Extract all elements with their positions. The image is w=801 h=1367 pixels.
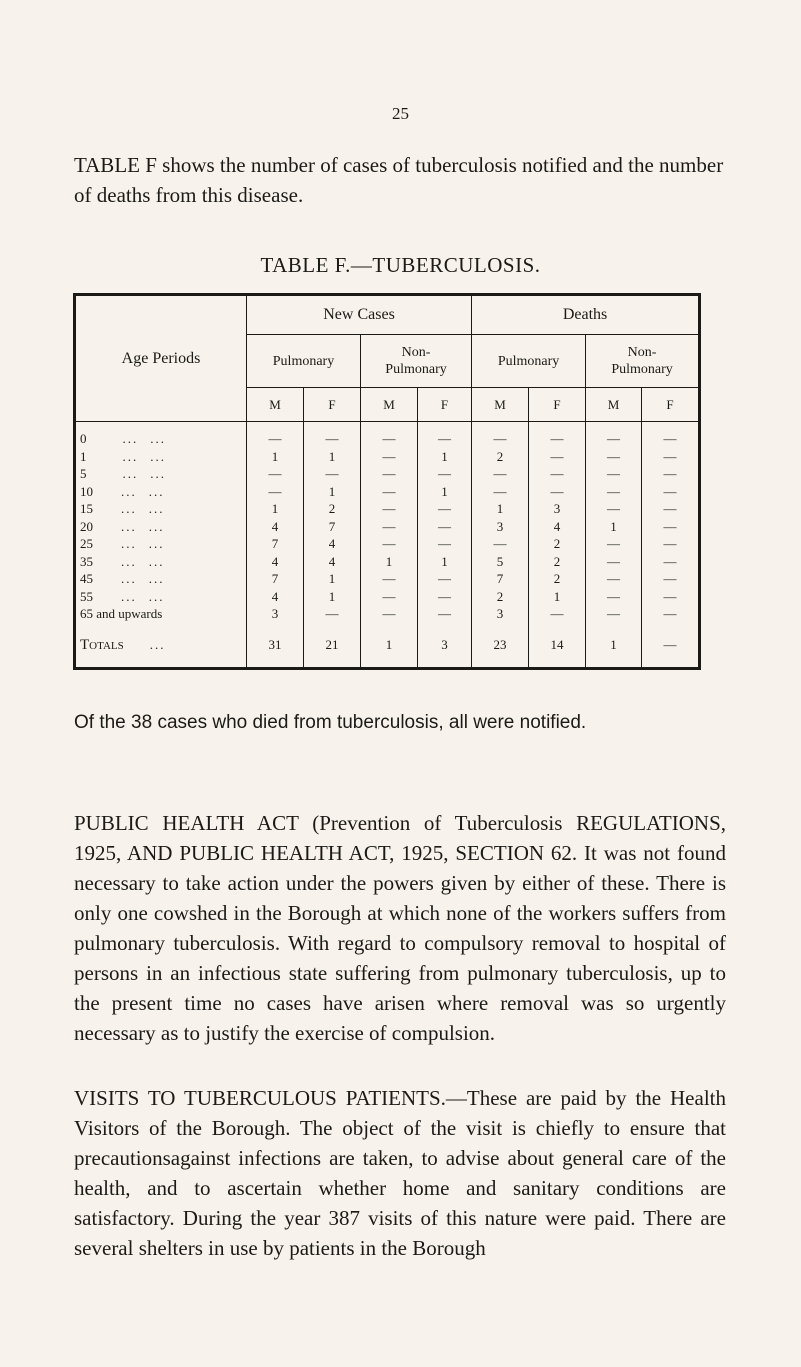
value-cell: 3 bbox=[472, 605, 529, 623]
value-cell: 7 bbox=[472, 570, 529, 588]
pulmonary-label: Pulmonary bbox=[611, 362, 673, 377]
value-cell: — bbox=[642, 483, 700, 501]
leader-dots: ... bbox=[121, 536, 137, 552]
value-cell: — bbox=[586, 430, 642, 448]
value-cell: — bbox=[361, 500, 418, 518]
value-cell: 2 bbox=[529, 553, 586, 571]
value-cell: — bbox=[642, 518, 700, 536]
value-cell: 1 bbox=[304, 483, 361, 501]
leader-dots: ... bbox=[148, 483, 165, 499]
age-label: 10 bbox=[80, 483, 93, 499]
value-cell: 1 bbox=[529, 588, 586, 606]
totals-label-cell bbox=[75, 635, 247, 669]
age-period-cell bbox=[75, 535, 247, 553]
value-cell: — bbox=[529, 465, 586, 483]
value-cell: 4 bbox=[247, 553, 304, 571]
age-period-cell bbox=[75, 483, 247, 501]
sex-header: F bbox=[304, 388, 361, 422]
value-cell: — bbox=[586, 570, 642, 588]
value-cell: — bbox=[586, 588, 642, 606]
age-label: 35 bbox=[80, 553, 93, 569]
table-title: TABLE F.—TUBERCULOSIS. bbox=[260, 253, 541, 277]
sex-header: F bbox=[418, 388, 472, 422]
leader-dots: ... bbox=[150, 431, 166, 447]
age-period-cell bbox=[75, 448, 247, 466]
value-cell: 1 bbox=[304, 588, 361, 606]
leader-dots: ... bbox=[121, 518, 137, 534]
value-cell: — bbox=[529, 430, 586, 448]
value-cell: 4 bbox=[247, 518, 304, 536]
value-cell: — bbox=[642, 448, 700, 466]
tuberculosis-table bbox=[73, 293, 701, 670]
value-cell: — bbox=[418, 605, 472, 623]
value-cell: — bbox=[529, 448, 586, 466]
value-cell: — bbox=[361, 605, 418, 623]
value-cell: 4 bbox=[304, 553, 361, 571]
value-cell: — bbox=[586, 448, 642, 466]
sex-header: F bbox=[529, 388, 586, 422]
leader-dots: ... bbox=[150, 466, 166, 482]
total-cell: 31 bbox=[247, 635, 304, 669]
leader-dots: ... bbox=[148, 553, 165, 569]
age-period-cell bbox=[75, 430, 247, 448]
value-cell: — bbox=[361, 535, 418, 553]
age-label: 5 bbox=[80, 466, 87, 482]
value-cell: 4 bbox=[304, 535, 361, 553]
table-row bbox=[75, 570, 700, 588]
leader-dots: ... bbox=[149, 636, 166, 652]
value-cell: — bbox=[529, 483, 586, 501]
age-period-cell bbox=[75, 553, 247, 571]
table-row bbox=[75, 588, 700, 606]
age-periods-header: Age Periods bbox=[75, 295, 247, 422]
table-row bbox=[75, 483, 700, 501]
intro-paragraph: TABLE F shows the number of cases of tuberculosis notified and the number of deaths from this disease. bbox=[74, 153, 724, 207]
value-cell: — bbox=[642, 465, 700, 483]
value-cell: — bbox=[418, 570, 472, 588]
value-cell: — bbox=[642, 605, 700, 623]
leader-dots: ... bbox=[121, 571, 137, 587]
age-label: 45 bbox=[80, 571, 93, 587]
table-row bbox=[75, 465, 700, 483]
value-cell: — bbox=[361, 465, 418, 483]
value-cell: — bbox=[586, 553, 642, 571]
value-cell: — bbox=[361, 430, 418, 448]
age-label: 1 bbox=[80, 448, 87, 464]
value-cell: 1 bbox=[586, 518, 642, 536]
value-cell: — bbox=[304, 605, 361, 623]
totals-row bbox=[75, 635, 700, 669]
age-label: 0 bbox=[80, 431, 87, 447]
value-cell: 7 bbox=[247, 570, 304, 588]
leader-dots: ... bbox=[121, 553, 137, 569]
value-cell: 2 bbox=[529, 570, 586, 588]
new-cases-header: New Cases bbox=[247, 295, 472, 335]
leader-dots: ... bbox=[122, 431, 139, 447]
value-cell: — bbox=[586, 483, 642, 501]
leader-dots: ... bbox=[121, 588, 137, 604]
pulmonary-label: Pulmonary bbox=[385, 362, 447, 377]
age-period-cell bbox=[75, 588, 247, 606]
value-cell: — bbox=[418, 588, 472, 606]
non-label: Non- bbox=[627, 345, 657, 360]
value-cell: 7 bbox=[304, 518, 361, 536]
leader-dots: ... bbox=[148, 518, 165, 534]
value-cell: — bbox=[642, 553, 700, 571]
value-cell: — bbox=[418, 430, 472, 448]
totals-label: Totals bbox=[80, 636, 124, 653]
age-label: 25 bbox=[80, 536, 93, 552]
value-cell: — bbox=[304, 465, 361, 483]
value-cell: — bbox=[247, 430, 304, 448]
value-cell: — bbox=[418, 518, 472, 536]
value-cell: — bbox=[642, 430, 700, 448]
value-cell: 4 bbox=[247, 588, 304, 606]
age-period-cell bbox=[75, 500, 247, 518]
value-cell: — bbox=[472, 483, 529, 501]
value-cell: 1 bbox=[304, 570, 361, 588]
table-row bbox=[75, 535, 700, 553]
deaths-pulmonary-header: Pulmonary bbox=[472, 335, 586, 388]
value-cell: — bbox=[586, 500, 642, 518]
value-cell: 3 bbox=[472, 518, 529, 536]
table-row bbox=[75, 518, 700, 536]
table-row bbox=[75, 500, 700, 518]
value-cell: 1 bbox=[418, 483, 472, 501]
table-row bbox=[75, 553, 700, 571]
value-cell: 1 bbox=[418, 553, 472, 571]
sex-header: M bbox=[472, 388, 529, 422]
age-period-cell bbox=[75, 605, 247, 623]
age-label: 65 and upwards bbox=[80, 606, 163, 622]
total-cell: 23 bbox=[472, 635, 529, 669]
value-cell: — bbox=[586, 605, 642, 623]
leader-dots: ... bbox=[148, 501, 165, 517]
public-health-act-paragraph: PUBLIC HEALTH ACT (Prevention of Tuberculosis REGULATIONS, 1925, AND PUBLIC HEALTH ACT, 1925, SECTION 62. It was not found necessary to take action under the powers given by either of these. There is only one cowshed in the Borough at which none of the workers suffers from pulmonary tuberculosis. With regard to compulsory removal to hospital of persons in an infectious state suffering from pulmonary tuberculosis, up to the present time no cases have arisen where removal was so urgently necessary as to justify the exercise of compulsion. bbox=[74, 811, 726, 1045]
value-cell: — bbox=[247, 483, 304, 501]
value-cell: 3 bbox=[247, 605, 304, 623]
value-cell: — bbox=[304, 430, 361, 448]
leader-dots: ... bbox=[148, 588, 165, 604]
leader-dots: ... bbox=[122, 466, 139, 482]
age-period-cell bbox=[75, 465, 247, 483]
sex-header: M bbox=[361, 388, 418, 422]
value-cell: — bbox=[472, 535, 529, 553]
value-cell: — bbox=[361, 518, 418, 536]
value-cell: — bbox=[642, 535, 700, 553]
value-cell: 3 bbox=[529, 500, 586, 518]
visits-paragraph: VISITS TO TUBERCULOUS PATIENTS.—These are paid by the Health Visitors of the Borough. The object of the visit is chiefly to ensure that precautionsagainst infections are taken, to advise about general care of the health, and to ascertain whether home and sanitary conditions are satisfactory. During the year 387 visits of this nature were paid. There are several shelters in use by patients in the Borough bbox=[74, 1086, 726, 1260]
table-row bbox=[75, 430, 700, 448]
leader-dots: ... bbox=[121, 483, 137, 499]
total-cell: 1 bbox=[586, 635, 642, 669]
value-cell: — bbox=[361, 483, 418, 501]
value-cell: — bbox=[642, 570, 700, 588]
value-cell: — bbox=[586, 535, 642, 553]
value-cell: — bbox=[361, 570, 418, 588]
value-cell: 2 bbox=[304, 500, 361, 518]
age-label: 15 bbox=[80, 501, 93, 517]
value-cell: — bbox=[529, 605, 586, 623]
value-cell: — bbox=[418, 535, 472, 553]
total-cell: — bbox=[642, 635, 700, 669]
new-pulmonary-header: Pulmonary bbox=[247, 335, 361, 388]
age-label: 55 bbox=[80, 588, 93, 604]
value-cell: — bbox=[361, 588, 418, 606]
leader-dots: ... bbox=[150, 448, 166, 464]
age-label: 20 bbox=[80, 518, 93, 534]
value-cell: — bbox=[361, 448, 418, 466]
value-cell: 2 bbox=[472, 448, 529, 466]
value-cell: 1 bbox=[472, 500, 529, 518]
deaths-non-pulmonary-header bbox=[586, 335, 700, 388]
non-label: Non- bbox=[401, 345, 431, 360]
age-period-cell bbox=[75, 570, 247, 588]
page-number: 25 bbox=[392, 104, 409, 123]
value-cell: — bbox=[418, 500, 472, 518]
value-cell: 1 bbox=[418, 448, 472, 466]
total-cell: 14 bbox=[529, 635, 586, 669]
sex-header: M bbox=[586, 388, 642, 422]
sex-header: M bbox=[247, 388, 304, 422]
value-cell: — bbox=[642, 588, 700, 606]
value-cell: 1 bbox=[361, 553, 418, 571]
total-cell: 1 bbox=[361, 635, 418, 669]
value-cell: 5 bbox=[472, 553, 529, 571]
value-cell: 2 bbox=[472, 588, 529, 606]
leader-dots: ... bbox=[148, 536, 165, 552]
value-cell: — bbox=[472, 465, 529, 483]
value-cell: — bbox=[586, 465, 642, 483]
new-non-pulmonary-header bbox=[361, 335, 472, 388]
total-cell: 3 bbox=[418, 635, 472, 669]
value-cell: 1 bbox=[304, 448, 361, 466]
table-row bbox=[75, 605, 700, 623]
table-row bbox=[75, 448, 700, 466]
value-cell: 1 bbox=[247, 448, 304, 466]
value-cell: 7 bbox=[247, 535, 304, 553]
notified-statement: Of the 38 cases who died from tuberculosis, all were notified. bbox=[74, 712, 587, 733]
leader-dots: ... bbox=[148, 571, 165, 587]
value-cell: — bbox=[247, 465, 304, 483]
value-cell: — bbox=[418, 465, 472, 483]
deaths-header: Deaths bbox=[472, 295, 700, 335]
leader-dots: ... bbox=[122, 448, 139, 464]
value-cell: 2 bbox=[529, 535, 586, 553]
value-cell: — bbox=[642, 500, 700, 518]
value-cell: 4 bbox=[529, 518, 586, 536]
value-cell: — bbox=[472, 430, 529, 448]
age-period-cell bbox=[75, 518, 247, 536]
leader-dots: ... bbox=[121, 501, 137, 517]
total-cell: 21 bbox=[304, 635, 361, 669]
value-cell: 1 bbox=[247, 500, 304, 518]
sex-header: F bbox=[642, 388, 700, 422]
